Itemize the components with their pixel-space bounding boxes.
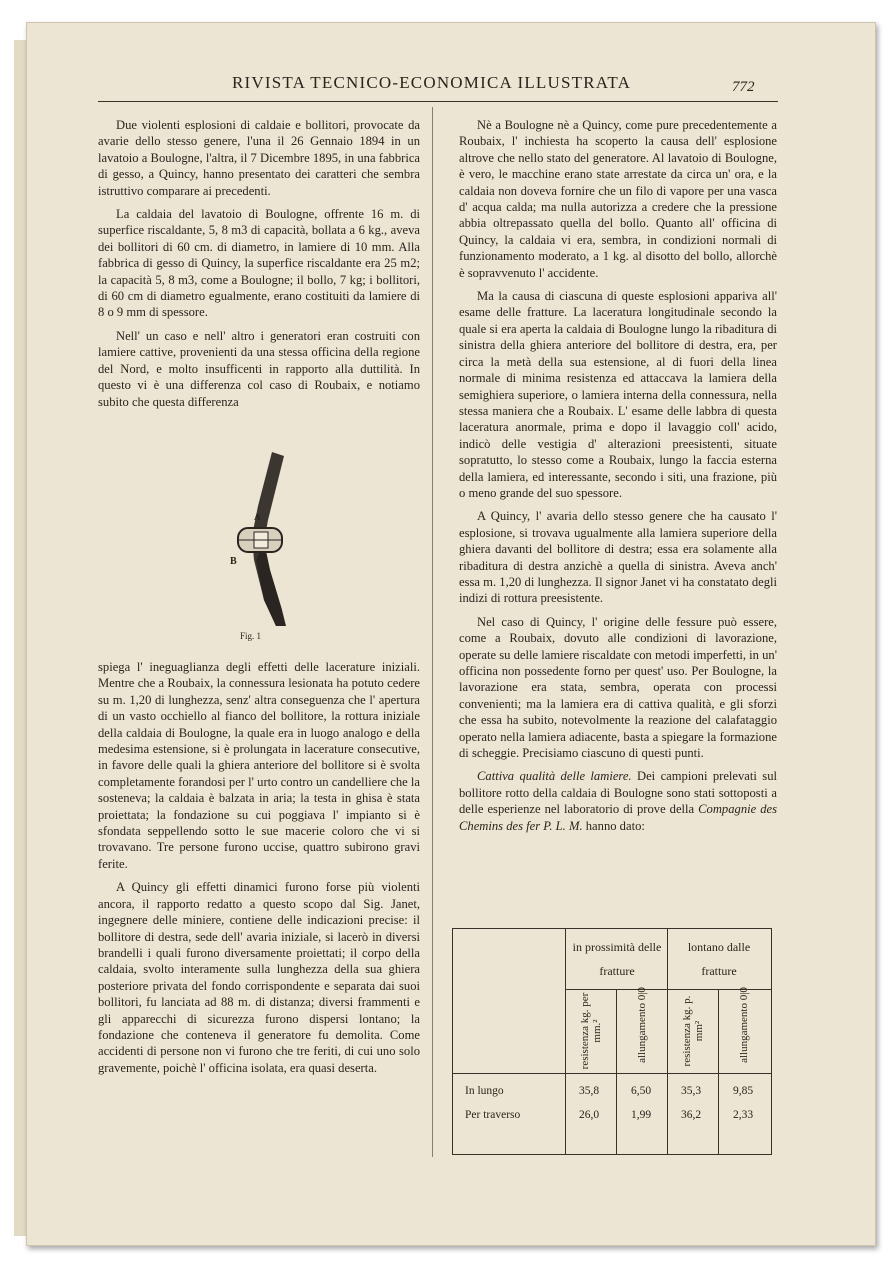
- boiler-seam-figure: [224, 450, 304, 650]
- paragraph-end: hanno dato:: [582, 818, 645, 833]
- figure-label-b: B: [230, 556, 237, 567]
- paragraph: [459, 768, 777, 834]
- paragraph: A Quincy gli effetti dinamici furono forse più violenti ancora, il rapporto redatto a questo scopo dal Sig. Janet, ingegnere delle miniere, contiene delle indicazioni precise: il bollitore di destra, sede dell' avaria iniziale, si lacerò in diversi brandelli i quali furono diversamente proiettati; il corpo della caldaia, svolto interamente sulla lunghezza della sua ghiera posteriore privata del fondo corrispondente e separata dai suoi bollitori, fu lanciata ad 88 m. di distanza; diversi frammenti e gli apparecchi di sicurezza furono dispersi lontano; la fondazione che conteneva il generatore fu demolita. Come accidenti di persone non vi furono che tre feriti, di cui uno solo gravemente, poichè l' officina isolata, era quasi deserta.: [98, 880, 420, 1075]
- paragraph: Nel caso di Quincy, l' origine delle fessure può essere, come a Roubaix, dovuto alle condizioni di lavorazione, operate su delle lamiere riscaldate con metodi imperfetti, in un' officina non possedente forno per quest' uso. Per Boulogne, la lavorazione era stata, sembra, operata con processi convenienti; ma la lamiera era di cattiva qualità, e gli sforzi che essa ha subito, notevolmente la reazione del calafataggio operato nella lamiera adiacente, basta a spiegare la formazione di scheggie. Precisiamo ciascuno di questi punti.: [459, 614, 777, 761]
- table-cell: 9,85: [733, 1085, 754, 1097]
- table-vline: [565, 929, 566, 1154]
- paragraph: Ma la causa di ciascuna di queste esplosioni appariva all' esame delle fratture. La laceratura longitudinale secondo la quale si era aperta la caldaia di Boulogne lungo la ribaditura di sinistra della ghiera anteriore del bollitore di destra, era, per circa la metà della sua estensione, al di fuori della linea normale di minima resistenza ed attaccava la lamiera della semighiera superiore, o lamiera interna della connessura, nella stessa maniera che a Roubaix. L' esame delle labbra di questa laceratura anormale, prima e dopo il lavaggio coll' acido, indicò delle vestigia d' alterazioni preesistenti, situate sopratutto, lo stesso come a Roubaix, lungo la faccia esterna della lamiera, ed interessante, secondo i siti, una frazione, più o meno grande del suo spessore.: [459, 289, 777, 500]
- table-cell: 1,99: [631, 1109, 652, 1121]
- table-hline: [453, 1073, 771, 1074]
- table-cell: 36,2: [681, 1109, 702, 1121]
- table-vline: [667, 929, 668, 1154]
- test-results-table: [452, 928, 772, 1155]
- right-column: [459, 117, 777, 841]
- paragraph: A Quincy, l' avaria dello stesso genere che ha causato l' esplosione, si trovava ugualmente alla lamiera superiore della ghiera davanti del bollitore di destra; essa era solamente alla ribaditura di destra anzichè a quella di sinistra. Aveva anch' essa m. 1,20 di lunghezza. Il signor Janet vi ha constatato degli indizi di rottura preesistente.: [459, 509, 777, 606]
- page-number: 772: [732, 79, 755, 95]
- section-lead: Cattiva qualità delle lamiere.: [477, 769, 632, 784]
- group-header-far: lontano dalle fratture: [687, 940, 751, 978]
- paragraph-text: Dei campioni prelevati sul bollitore rotto della caldaia di Boulogne sono stati sottoposti a delle esperienze nel laboratorio di prove della: [459, 769, 777, 817]
- figure-caption: Fig. 1: [240, 631, 262, 641]
- col-header-elongation-far: allungamento 0|0: [738, 987, 750, 1063]
- left-column-bottom: [98, 659, 420, 1083]
- paragraph: Nell' un caso e nell' altro i generatori eran costruiti con lamiere cattive, provenienti da una stessa officina della regione del Nord, e molto insufficenti in rapporto alla duttilità. In questo vi è una differenza col caso di Roubaix, e notiamo subito che questa differenza: [98, 328, 420, 409]
- row-label: In lungo: [465, 1085, 504, 1097]
- group-header-near: in prossimità delle fratture: [572, 940, 662, 978]
- header-rule: [98, 101, 778, 102]
- figure-label-a: A: [254, 512, 261, 522]
- paragraph: Nè a Boulogne nè a Quincy, come pure precedentemente a Roubaix, l' inchiesta ha scoperto la causa dell' esplosione altrove che nello stato del generatore. Al lavatoio di Boulogne, è vero, le macchine erano state arrestate da circa un' ora, e la caldaia non doveva fornire che un filo di vapore per una vasca d' acqua calda; ma nulla autorizza a credere che la pressione abbia oltrepassato quella del bollo. Quanto all' officina di Quincy, la caldaia vi era, sembra, in condizioni normali di funzionamento moderato, a 1 kg. al disotto del bollo, allorchè è sopravvenuto l' accidente.: [459, 118, 777, 280]
- journal-title: RIVISTA TECNICO-ECONOMICA ILLUSTRATA: [232, 73, 632, 92]
- paragraph: La caldaia del lavatoio di Boulogne, offrente 16 m. di superfice riscaldante, 5, 8 m3 di capacità, bollata a 6 kg., aveva dei bollitori di 60 cm. di diametro, in lamiere di 10 mm. Alla fabbrica di gesso di Quincy, la superfice riscaldante era 25 m2; la capacità 5, 8 m3, come a Boulogne; il bollo, 7 kg; i bollitori, di 60 cm di diametro egualmente, erano costituiti da lamiere di 8 o 9 mm di spessore.: [98, 207, 420, 320]
- row-label: Per traverso: [465, 1109, 521, 1121]
- table-cell: 26,0: [579, 1109, 600, 1121]
- seam-illustration: [224, 450, 304, 650]
- table-vline: [616, 989, 617, 1154]
- column-divider: [432, 107, 433, 1157]
- company-name: Compagnie des Chemins des fer P. L. M.: [459, 802, 777, 833]
- col-header-resistance-far: resistenza kg. p. mm²: [681, 995, 705, 1067]
- col-header-elongation-near: allungamento 0|0: [636, 987, 648, 1063]
- table-vline: [718, 989, 719, 1154]
- col-header-resistance-near: resistenza kg. per mm.²: [579, 992, 603, 1070]
- table-cell: 35,8: [579, 1085, 600, 1097]
- table-cell: 2,33: [733, 1109, 754, 1121]
- paragraph: spiega l' ineguaglianza degli effetti delle lacerature iniziali. Mentre che a Roubaix, la connessura lesionata ha potuto cedere su m. 1,20 di lunghezza, senz' altra conseguenza che l' apertura di un vasto occhiello al fianco del bollitore, la rottura iniziale della caldaia di Boulogne, la quale era in luogo analogo e della medesima estensione, si è prolungata in lacerature consecutive, in favore delle quali la ghiera anteriore del bollitore si è svolta completamente forandosi per l' urto contro un candelliere che la sosteneva; la caldaia è balzata in aria; la testa in ghisa è stata proiettata; la fondazione su cui poggiava l' impianto si è sfondata seppellendo sotto le sue macerie coloro che vi si trovavano. Tre persone furono uccise, quattro subirono gravi ferite.: [98, 660, 420, 871]
- paragraph: Due violenti esplosioni di caldaie e bollitori, provocate da avarie dello stesso genere, l'una il 26 Gennaio 1894 in un lavatoio a Boulogne, l'altra, il 7 Dicembre 1895, in una fabbrica di gesso, a Quincy, hanno presentato dei caratteri che sembra istruttivo comparare ai precedenti.: [98, 118, 420, 198]
- table-cell: 6,50: [631, 1085, 652, 1097]
- left-column-top: [98, 117, 420, 417]
- table-cell: 35,3: [681, 1085, 702, 1097]
